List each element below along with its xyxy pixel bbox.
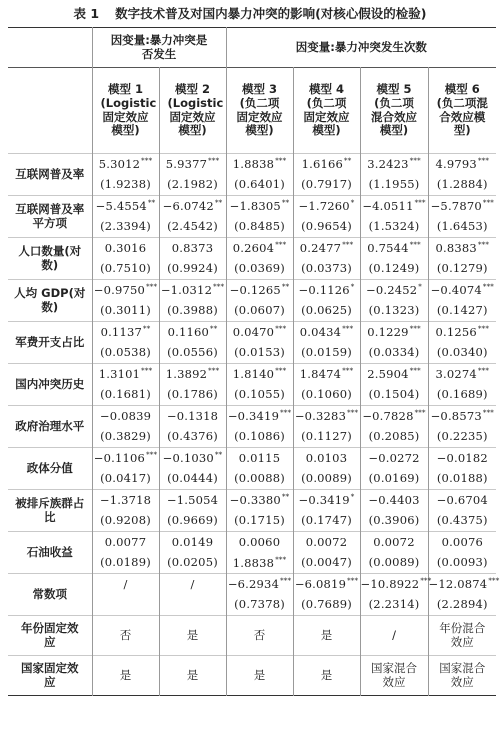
coef-row [8,490,496,512]
coef-cell: −0.0182 [428,448,496,470]
coef-cell: 0.2604*** [226,238,293,260]
row-label: 常数项 [8,574,92,616]
coef-cell: 0.1229*** [360,322,428,344]
se-cell: (0.0089) [293,470,360,490]
se-cell: (2.1982) [159,176,226,196]
fixed-effect-row [8,656,496,696]
coef-row [8,196,496,218]
se-cell: (0.0444) [159,470,226,490]
significance-stars: *** [208,367,220,376]
se-cell: (0.0205) [159,554,226,574]
coef-cell: 0.0434*** [293,322,360,344]
significance-stars: *** [275,241,287,250]
significance-stars: *** [280,409,292,418]
coef-cell: −0.8573*** [428,406,496,428]
se-cell: (0.0159) [293,344,360,364]
significance-stars: *** [409,241,421,250]
coef-cell: 0.0072 [360,532,428,554]
table-number: 表 1 [73,6,100,21]
se-cell: (1.5324) [360,218,428,238]
coef-cell: 0.1160** [159,322,226,344]
coef-row [8,322,496,344]
se-cell: (0.0089) [360,554,428,574]
coef-row [8,532,496,554]
effect-cell: 否 [226,616,293,656]
significance-stars: *** [409,157,421,166]
coef-cell: 1.3892*** [159,364,226,386]
se-cell: (0.9924) [159,260,226,280]
se-cell: (2.3394) [92,218,159,238]
coef-row [8,238,496,260]
row-label: 国家固定效应 [8,656,92,696]
significance-stars: ** [281,283,290,292]
effect-cell: 年份混合效应 [428,616,496,656]
se-cell: (0.9208) [92,512,159,532]
se-cell: (0.1127) [293,428,360,448]
row-label: 石油收益 [8,532,92,574]
se-cell: (0.1055) [226,386,293,406]
effect-cell: 是 [293,616,360,656]
effect-cell: 是 [159,616,226,656]
se-cell: (0.0417) [92,470,159,490]
se-cell: (0.0369) [226,260,293,280]
dv-group2-header: 因变量:暴力冲突发生次数 [226,28,496,68]
coef-cell: −6.2934*** [226,574,293,596]
se-cell: (0.3988) [159,302,226,322]
coef-cell: −10.8922*** [360,574,428,596]
se-cell [159,596,226,616]
se-cell: (2.4542) [159,218,226,238]
significance-stars: *** [141,157,153,166]
coef-cell: −1.0312*** [159,280,226,302]
model-header-4: 模型 4 (负二项固定效应模型) [293,68,360,154]
se-cell [92,596,159,616]
se-cell: (0.0556) [159,344,226,364]
se-cell: (0.4375) [428,512,496,532]
coef-cell: 0.1256*** [428,322,496,344]
coef-cell: −1.3718 [92,490,159,512]
se-cell: (0.3829) [92,428,159,448]
significance-stars: ** [147,199,156,208]
effect-cell: 国家混合效应 [360,656,428,696]
coef-cell: 0.0103 [293,448,360,470]
significance-stars: *** [141,367,153,376]
se-cell: (0.0088) [226,470,293,490]
coef-row [8,364,496,386]
se-cell: (0.1279) [428,260,496,280]
coef-cell: 0.3016 [92,238,159,260]
coef-cell: 0.2477*** [293,238,360,260]
significance-stars: *** [275,555,287,564]
coef-cell: 5.3012*** [92,154,159,176]
se-cell: (0.1689) [428,386,496,406]
se-cell: (0.0093) [428,554,496,574]
se-cell: (0.7689) [293,596,360,616]
significance-stars: *** [146,451,158,460]
significance-stars: *** [409,367,421,376]
significance-stars: *** [420,577,432,586]
se-cell: (0.1427) [428,302,496,322]
coef-cell: −0.2452* [360,280,428,302]
significance-stars: *** [488,577,500,586]
coef-cell: 0.0060 [226,532,293,554]
se-cell: (0.1747) [293,512,360,532]
significance-stars: *** [342,367,354,376]
coef-cell: 3.0274*** [428,364,496,386]
se-cell: (0.9669) [159,512,226,532]
coef-cell: −0.4074*** [428,280,496,302]
significance-stars: ** [281,199,290,208]
coef-cell: 2.5904*** [360,364,428,386]
significance-stars: *** [275,367,287,376]
se-cell: (1.6453) [428,218,496,238]
regression-table [8,27,500,696]
se-cell: (0.0188) [428,470,496,490]
row-label: 人均 GDP(对数) [8,280,92,322]
significance-stars: *** [414,199,426,208]
coef-cell: / [159,574,226,596]
coef-cell: −0.9750*** [92,280,159,302]
se-cell: (0.7510) [92,260,159,280]
se-cell: (2.2894) [428,596,496,616]
se-cell: (0.1249) [360,260,428,280]
coef-cell: 0.8373 [159,238,226,260]
model-header-5: 模型 5 (负二项混合效应模型) [360,68,428,154]
effect-cell: 是 [226,656,293,696]
table-body [8,154,500,696]
effect-cell: 是 [159,656,226,696]
coef-cell: 0.0077 [92,532,159,554]
effect-cell: 国家混合效应 [428,656,496,696]
row-label: 人口数量(对数) [8,238,92,280]
coef-cell: −0.3380** [226,490,293,512]
coef-cell: 4.9793*** [428,154,496,176]
row-label: 政府治理水平 [8,406,92,448]
significance-stars: *** [482,409,494,418]
coef-cell: 0.8383*** [428,238,496,260]
coef-row [8,574,496,596]
model-header-1: 模型 1 (Logistic固定效应模型) [92,68,159,154]
significance-stars: *** [477,325,490,334]
significance-stars: *** [347,577,359,586]
significance-stars: *** [409,325,421,334]
significance-stars: *** [208,157,220,166]
model-header-3: 模型 3 (负二项固定效应模型) [226,68,293,154]
se-cell: (0.4376) [159,428,226,448]
coef-cell: −0.4403 [360,490,428,512]
significance-stars: * [350,283,355,292]
significance-stars: *** [482,199,494,208]
header-blank [8,68,92,154]
significance-stars: ** [143,325,151,334]
coef-cell: −4.0511*** [360,196,428,218]
coef-cell: −1.7260* [293,196,360,218]
coef-cell: 1.3101*** [92,364,159,386]
table-title: 数字技术普及对国内暴力冲突的影响(对核心假设的检验) [115,6,427,21]
row-label: 互联网普及率 [8,154,92,196]
coef-cell: 0.1137** [92,322,159,344]
row-label: 年份固定效应 [8,616,92,656]
coef-cell: −0.0272 [360,448,428,470]
model-header-2: 模型 2 (Logistic固定效应模型) [159,68,226,154]
model-header-row [8,68,496,154]
row-label: 政体分值 [8,448,92,490]
coef-cell: / [92,574,159,596]
significance-stars: *** [414,409,426,418]
coef-cell: 0.0149 [159,532,226,554]
significance-stars: ** [214,199,223,208]
coef-cell: 0.0072 [293,532,360,554]
row-label: 互联网普及率平方项 [8,196,92,238]
significance-stars: *** [342,325,354,334]
se-cell: (0.0607) [226,302,293,322]
corner-cell [8,28,92,68]
coef-cell: 5.9377*** [159,154,226,176]
coef-cell: −0.1126* [293,280,360,302]
coef-cell: −0.3419* [293,490,360,512]
coef-cell: −0.7828*** [360,406,428,428]
se-cell: 1.8838*** [226,554,293,574]
coef-cell: 1.6166** [293,154,360,176]
significance-stars: *** [342,241,354,250]
coef-cell: −0.1030** [159,448,226,470]
coef-cell: −1.8305** [226,196,293,218]
significance-stars: *** [275,325,287,334]
coef-cell: −0.3419*** [226,406,293,428]
coef-row [8,448,496,470]
significance-stars: *** [477,157,490,166]
se-cell: (2.2314) [360,596,428,616]
significance-stars: *** [477,241,490,250]
se-cell: (0.1504) [360,386,428,406]
se-cell: (0.0153) [226,344,293,364]
fixed-effect-row [8,616,496,656]
coef-cell: −5.4554** [92,196,159,218]
coef-cell: −6.0742** [159,196,226,218]
se-cell: (0.1060) [293,386,360,406]
coef-cell: −0.1318 [159,406,226,428]
se-cell: (0.3906) [360,512,428,532]
significance-stars: *** [477,367,490,376]
se-cell: (0.2235) [428,428,496,448]
se-cell: (0.0189) [92,554,159,574]
coef-cell: 1.8838*** [226,154,293,176]
coef-cell: −0.0839 [92,406,159,428]
se-cell: (0.0538) [92,344,159,364]
significance-stars: *** [482,283,494,292]
se-cell: (0.0169) [360,470,428,490]
significance-stars: *** [280,577,292,586]
coef-cell: −0.6704 [428,490,496,512]
significance-stars: * [418,283,422,292]
se-cell: (0.7378) [226,596,293,616]
coef-cell: −0.1106*** [92,448,159,470]
se-cell: (0.2085) [360,428,428,448]
effect-cell: / [360,616,428,656]
se-cell: (1.2884) [428,176,496,196]
coef-cell: 1.8140*** [226,364,293,386]
significance-stars: *** [347,409,359,418]
se-cell: (0.7917) [293,176,360,196]
significance-stars: * [350,199,355,208]
significance-stars: *** [275,157,287,166]
se-cell: (0.0047) [293,554,360,574]
se-cell: (0.0373) [293,260,360,280]
table-title-line [0,2,500,24]
coef-cell: −0.1265** [226,280,293,302]
se-cell: (0.1086) [226,428,293,448]
se-cell: (1.9238) [92,176,159,196]
significance-stars: ** [210,325,218,334]
coef-cell: 0.0470*** [226,322,293,344]
coef-row [8,406,496,428]
se-cell: (0.0625) [293,302,360,322]
model-header-6: 模型 6 (负二项混合效应模型) [428,68,496,154]
se-cell: (0.0334) [360,344,428,364]
effect-cell: 是 [92,656,159,696]
significance-stars: ** [281,493,290,502]
coef-cell: −12.0874*** [428,574,496,596]
coef-cell: −1.5054 [159,490,226,512]
coef-row [8,280,496,302]
se-cell: (0.6401) [226,176,293,196]
se-cell: (0.8485) [226,218,293,238]
se-cell: (0.1323) [360,302,428,322]
coef-cell: −6.0819*** [293,574,360,596]
se-cell: (1.1955) [360,176,428,196]
coef-row [8,154,496,176]
se-cell: (0.3011) [92,302,159,322]
significance-stars: ** [344,157,352,166]
dv-group1-header: 因变量:暴力冲突是否发生 [92,28,226,68]
se-cell: (0.1715) [226,512,293,532]
coef-cell: −5.7870*** [428,196,496,218]
coef-cell: 0.7544*** [360,238,428,260]
effect-cell: 是 [293,656,360,696]
effect-cell: 否 [92,616,159,656]
row-label: 被排斥族群占比 [8,490,92,532]
significance-stars: *** [213,283,225,292]
row-label: 国内冲突历史 [8,364,92,406]
se-cell: (0.1786) [159,386,226,406]
significance-stars: *** [146,283,158,292]
coef-cell: −0.3283*** [293,406,360,428]
row-label: 军费开支占比 [8,322,92,364]
coef-cell: 1.8474*** [293,364,360,386]
coef-cell: 0.0076 [428,532,496,554]
se-cell: (0.9654) [293,218,360,238]
coef-cell: 0.0115 [226,448,293,470]
se-cell: (0.0340) [428,344,496,364]
significance-stars: * [350,493,355,502]
se-cell: (0.1681) [92,386,159,406]
coef-cell: 3.2423*** [360,154,428,176]
significance-stars: ** [214,451,223,460]
